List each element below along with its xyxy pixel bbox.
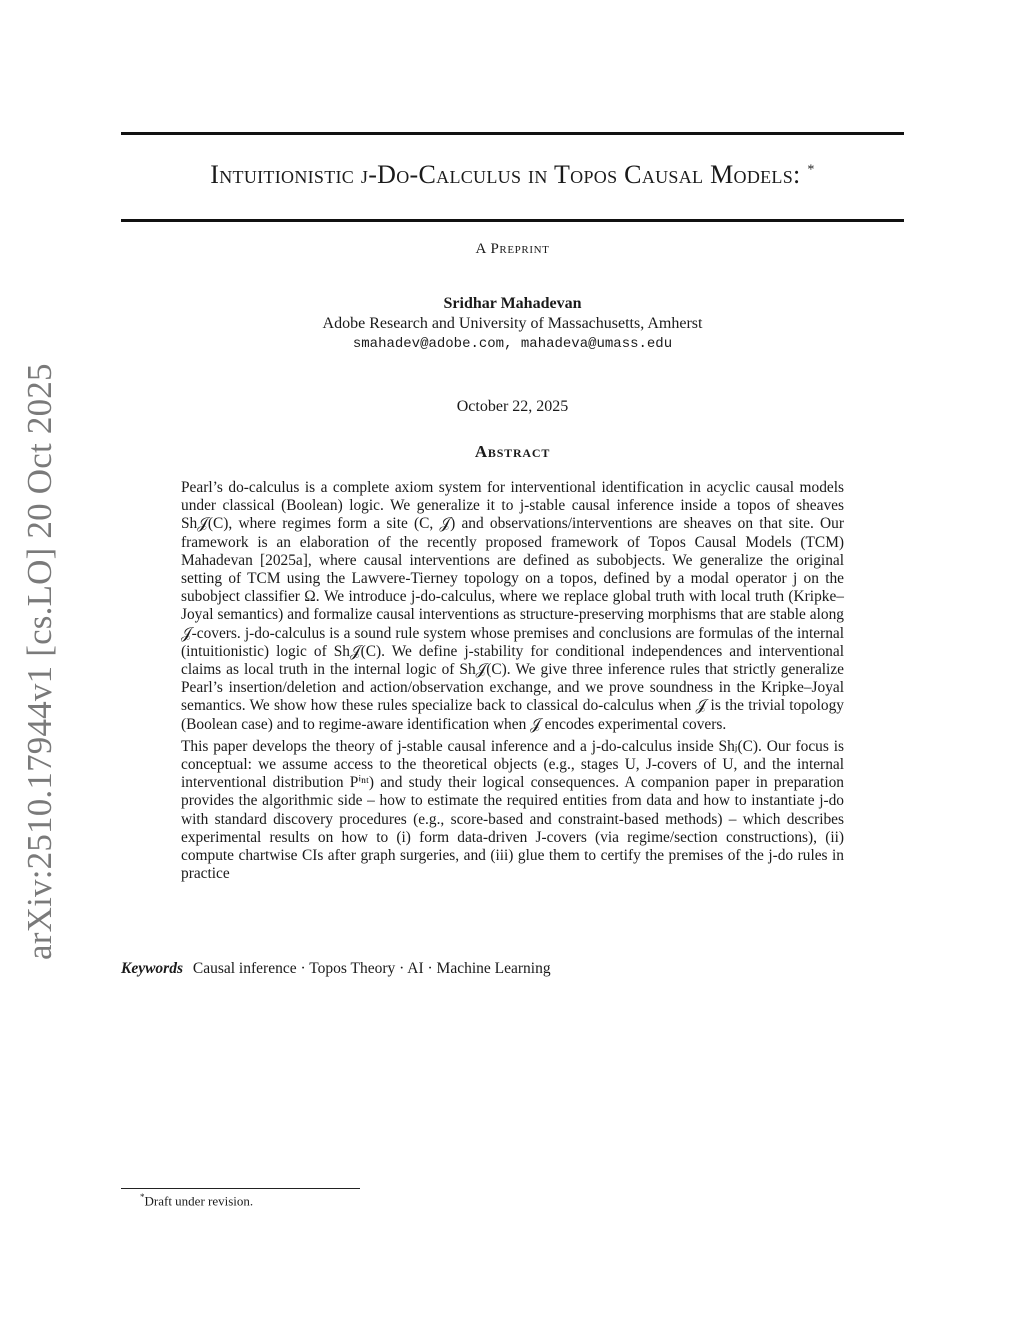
author-block <box>121 294 904 354</box>
footnote <box>140 1192 253 1209</box>
author-affiliation: Adobe Research and University of Massachusetts, Amherst <box>322 315 703 332</box>
paper-title: Intuitionistic j-Do-Calculus in Topos Causal Models: <box>210 160 801 189</box>
title-bottom-rule <box>121 219 904 222</box>
abstract-body <box>181 479 844 887</box>
keywords-label: Keywords <box>121 960 183 977</box>
abstract-heading: Abstract <box>474 442 551 461</box>
title-top-rule <box>121 132 904 135</box>
footnote-rule <box>121 1188 360 1189</box>
keywords-list: Causal inference · Topos Theory · AI · Machine Learning <box>192 960 551 977</box>
preprint-label: A Preprint <box>475 241 550 257</box>
footnote-marker: * <box>140 1192 145 1202</box>
paper-date: October 22, 2025 <box>456 398 569 415</box>
abstract-paragraph: Pearl’s do-calculus is a complete axiom system for interventional identification in acyclic causal models under classical (Boolean) logic. We generalize it to j-stable causal inference inside a topos of sheaves Sh𝒥(C), where regimes form a site (C, 𝒥) and observations/interventions are sheaves on that site. Our framework is an elaboration of the recently proposed framework of Topos Causal Models (TCM) Mahadevan [2025a], where causal interventions are defined as subobjects. We generalize the original setting of TCM using the Lawvere-Tierney topology on a topos, defined by a modal operator j on the subobject classifier Ω. We introduce j-do-calculus, where we replace global truth with local truth (Kripke–Joyal semantics) and formalize causal interventions as structure-preserving morphisms that are stable along 𝒥-covers. j-do-calculus is a sound rule system whose premises and conclusions are formulas of the internal (intuitionistic) logic of Sh𝒥(C). We define j-stability for conditional independences and interventional claims as local truth in the internal logic of Sh𝒥(C). We give three inference rules that strictly generalize Pearl’s insertion/deletion and action/observation exchange, and we prove soundness in the Kripke–Joyal semantics. We show how these rules specialize back to classical do-calculus when 𝒥 is the trivial topology (Boolean case) and to regime-aware identification when 𝒥 encodes experimental covers. <box>181 479 844 733</box>
abstract-paragraph: This paper develops the theory of j-stable causal inference and a j-do-calculus inside Shⱼ(C). Our focus is conceptual: we assume access to the theoretical objects (e.g., stages U, J-covers of U, and the internal interventional distribution Pⁱⁿᵗ) and study their logical consequences. A companion paper in preparation provides the algorithmic side – how to estimate the required entities from data and how to instantiate j-do with standard discovery procedures (e.g., score-based and constraint-based methods) – which describes experimental results on how to (i) form data-driven J-covers (via regime/section constructions), (ii) compute chartwise CIs after graph surgeries, and (iii) glue them to certify the premises of the j-do rules in practice <box>181 737 844 883</box>
title-footnote-marker: * <box>807 162 815 178</box>
keywords-line <box>121 960 904 978</box>
paper-title-block <box>121 160 904 190</box>
author-email: smahadev@adobe.com, mahadeva@umass.edu <box>352 336 673 352</box>
author-name: Sridhar Mahadevan <box>443 295 582 312</box>
footnote-text: Draft under revision. <box>144 1193 254 1209</box>
arxiv-identifier-stamp: arXiv:2510.17944v1 [cs.LO] 20 Oct 2025 <box>20 363 59 960</box>
